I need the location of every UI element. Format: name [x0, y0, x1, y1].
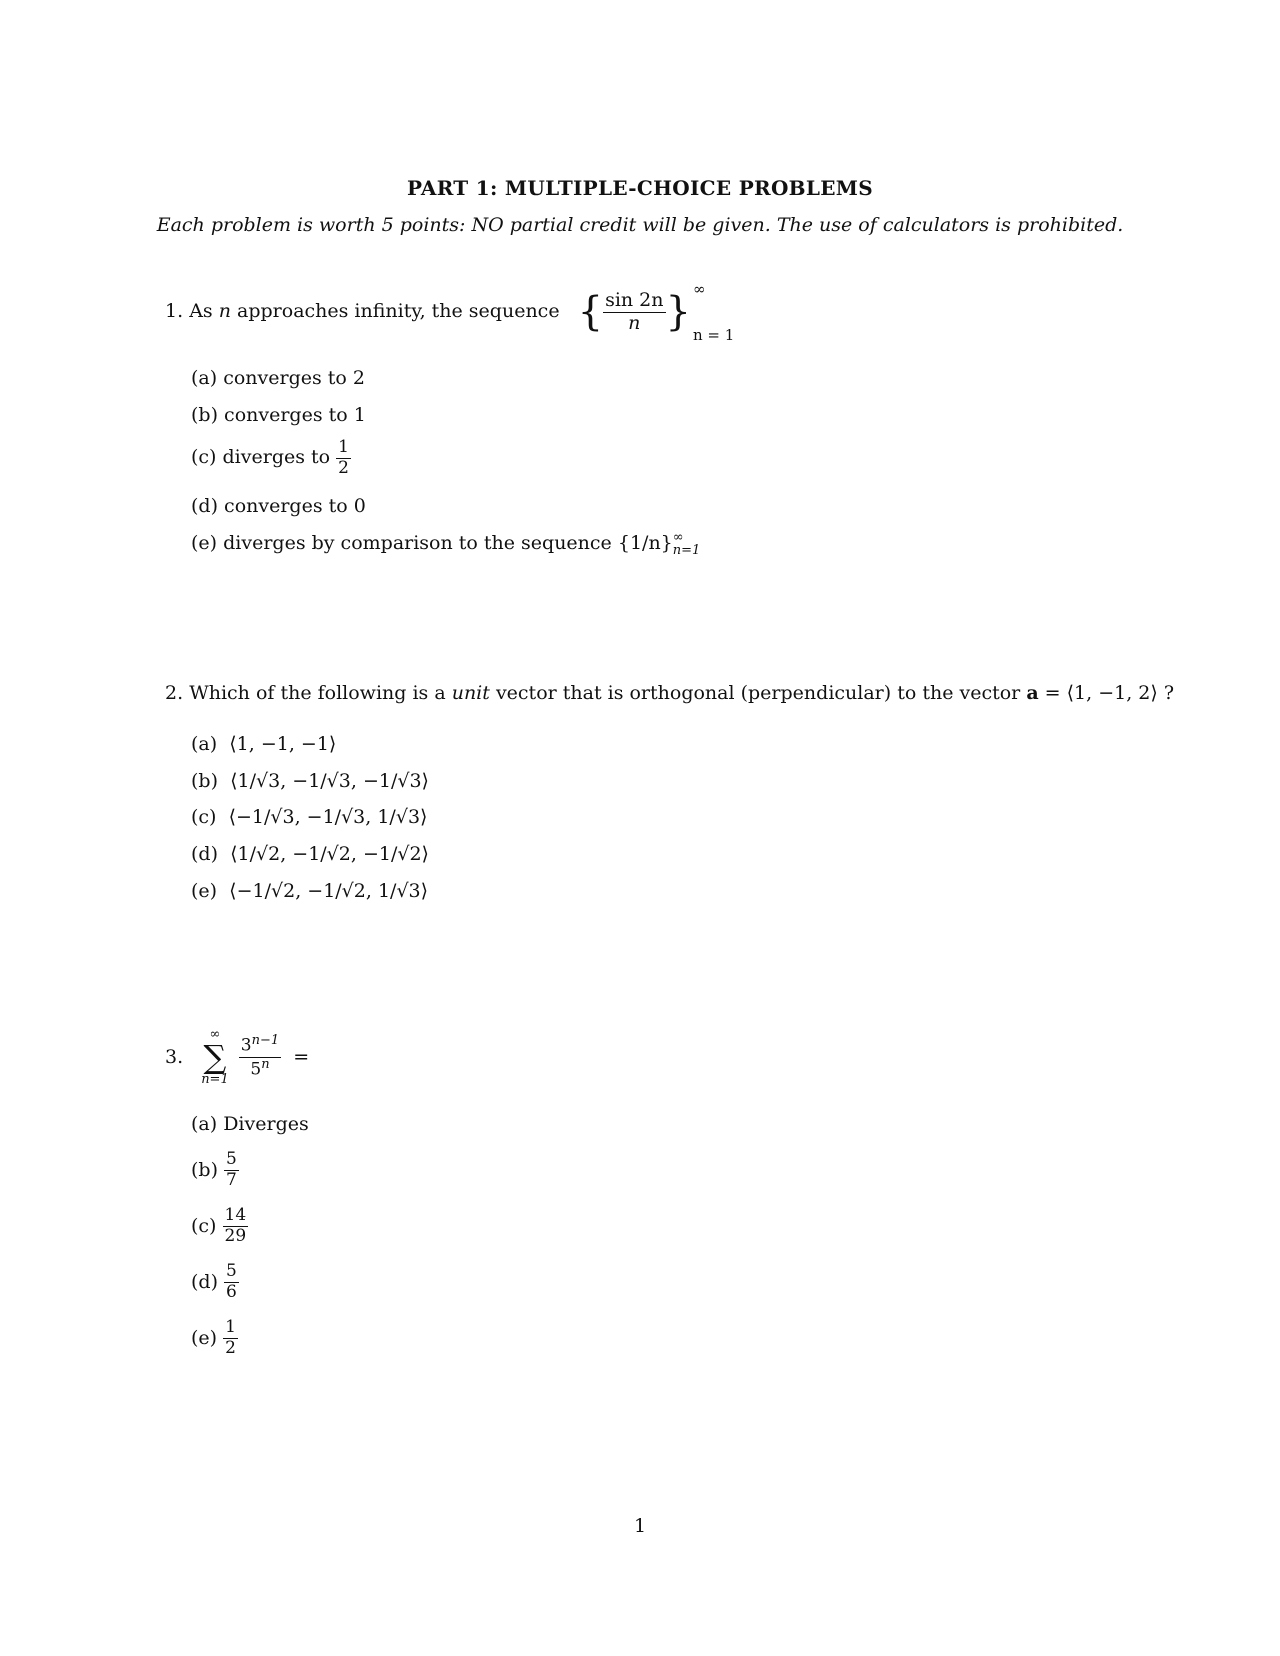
page-title: PART 1: MULTIPLE-CHOICE PROBLEMS [407, 176, 873, 200]
stem-variable: n [218, 300, 231, 322]
series-term: $\frac{3^{n-1}}{5^n}$ [240, 1033, 280, 1080]
summation [201, 1028, 229, 1086]
option-1b[interactable]: (b) converges to 1 [191, 404, 366, 426]
option-1d[interactable]: (d) converges to 0 [191, 495, 366, 517]
option-2c[interactable]: (c) ⟨−1/√3, −1/√3, 1/√3⟩ [191, 806, 428, 828]
stem-vector: a [1026, 682, 1039, 704]
option-3b[interactable]: (b) $\frac{5}{7}$ [191, 1149, 237, 1190]
option-2d[interactable]: (d) ⟨1/√2, −1/√2, −1/√2⟩ [191, 843, 429, 865]
sequence-upper-limit: ∞ [692, 280, 706, 298]
option-1e[interactable]: (e) diverges by comparison to the sequence {1/n} ∞ n=1 [191, 530, 701, 558]
option-3a[interactable]: (a) Diverges [191, 1113, 309, 1135]
equals-sign: = [293, 1046, 310, 1068]
problem-number: 1. [165, 300, 184, 322]
option-3d[interactable]: (d) $\frac{5}{6}$ [191, 1261, 237, 1302]
stem-emphasis: unit [451, 682, 490, 704]
sum-lower-limit: n=1 [201, 1072, 229, 1087]
option-2a[interactable]: (a) ⟨1, −1, −1⟩ [191, 733, 337, 755]
option-1c[interactable]: (c) diverges to $\frac{1}{2}$ [191, 437, 349, 478]
option-3e[interactable]: (e) $\frac{1}{2}$ [191, 1317, 236, 1358]
problem-number: 3. [165, 1046, 184, 1068]
stem-text: approaches infinity, the sequence [237, 300, 560, 322]
sequence-expression: { $\frac{\sin 2n}{n}$ } ∞ n = 1 [577, 280, 735, 344]
problem-1-stem [165, 280, 734, 344]
option-2b[interactable]: (b) ⟨1/√3, −1/√3, −1/√3⟩ [191, 770, 429, 792]
problem-2-stem [165, 682, 1174, 704]
sequence-lower-limit: n = 1 [692, 326, 735, 344]
option-1a[interactable]: (a) converges to 2 [191, 367, 365, 389]
stem-text: Which of the following is a [189, 682, 446, 704]
option-3c[interactable]: (c) $\frac{14}{29}$ [191, 1205, 247, 1246]
stem-text: As [189, 300, 213, 322]
sequence-numerator: sin 2n [605, 288, 664, 311]
stem-text: vector that is orthogonal (perpendicular) to the vector [495, 682, 1021, 704]
problem-number: 2. [165, 682, 184, 704]
sum-upper-limit: ∞ [209, 1027, 221, 1042]
instructions: Each problem is worth 5 points: NO partial credit will be given. The use of calculators is prohibited. [156, 214, 1124, 236]
problem-3-stem [165, 1028, 309, 1086]
sequence-denominator: n [628, 311, 641, 334]
option-2e[interactable]: (e) ⟨−1/√2, −1/√2, 1/√3⟩ [191, 880, 429, 902]
page-number: 1 [633, 1515, 647, 1537]
sigma-symbol: ∑ [203, 1038, 227, 1076]
stem-text: = ⟨1, −1, 2⟩ ? [1044, 682, 1175, 704]
